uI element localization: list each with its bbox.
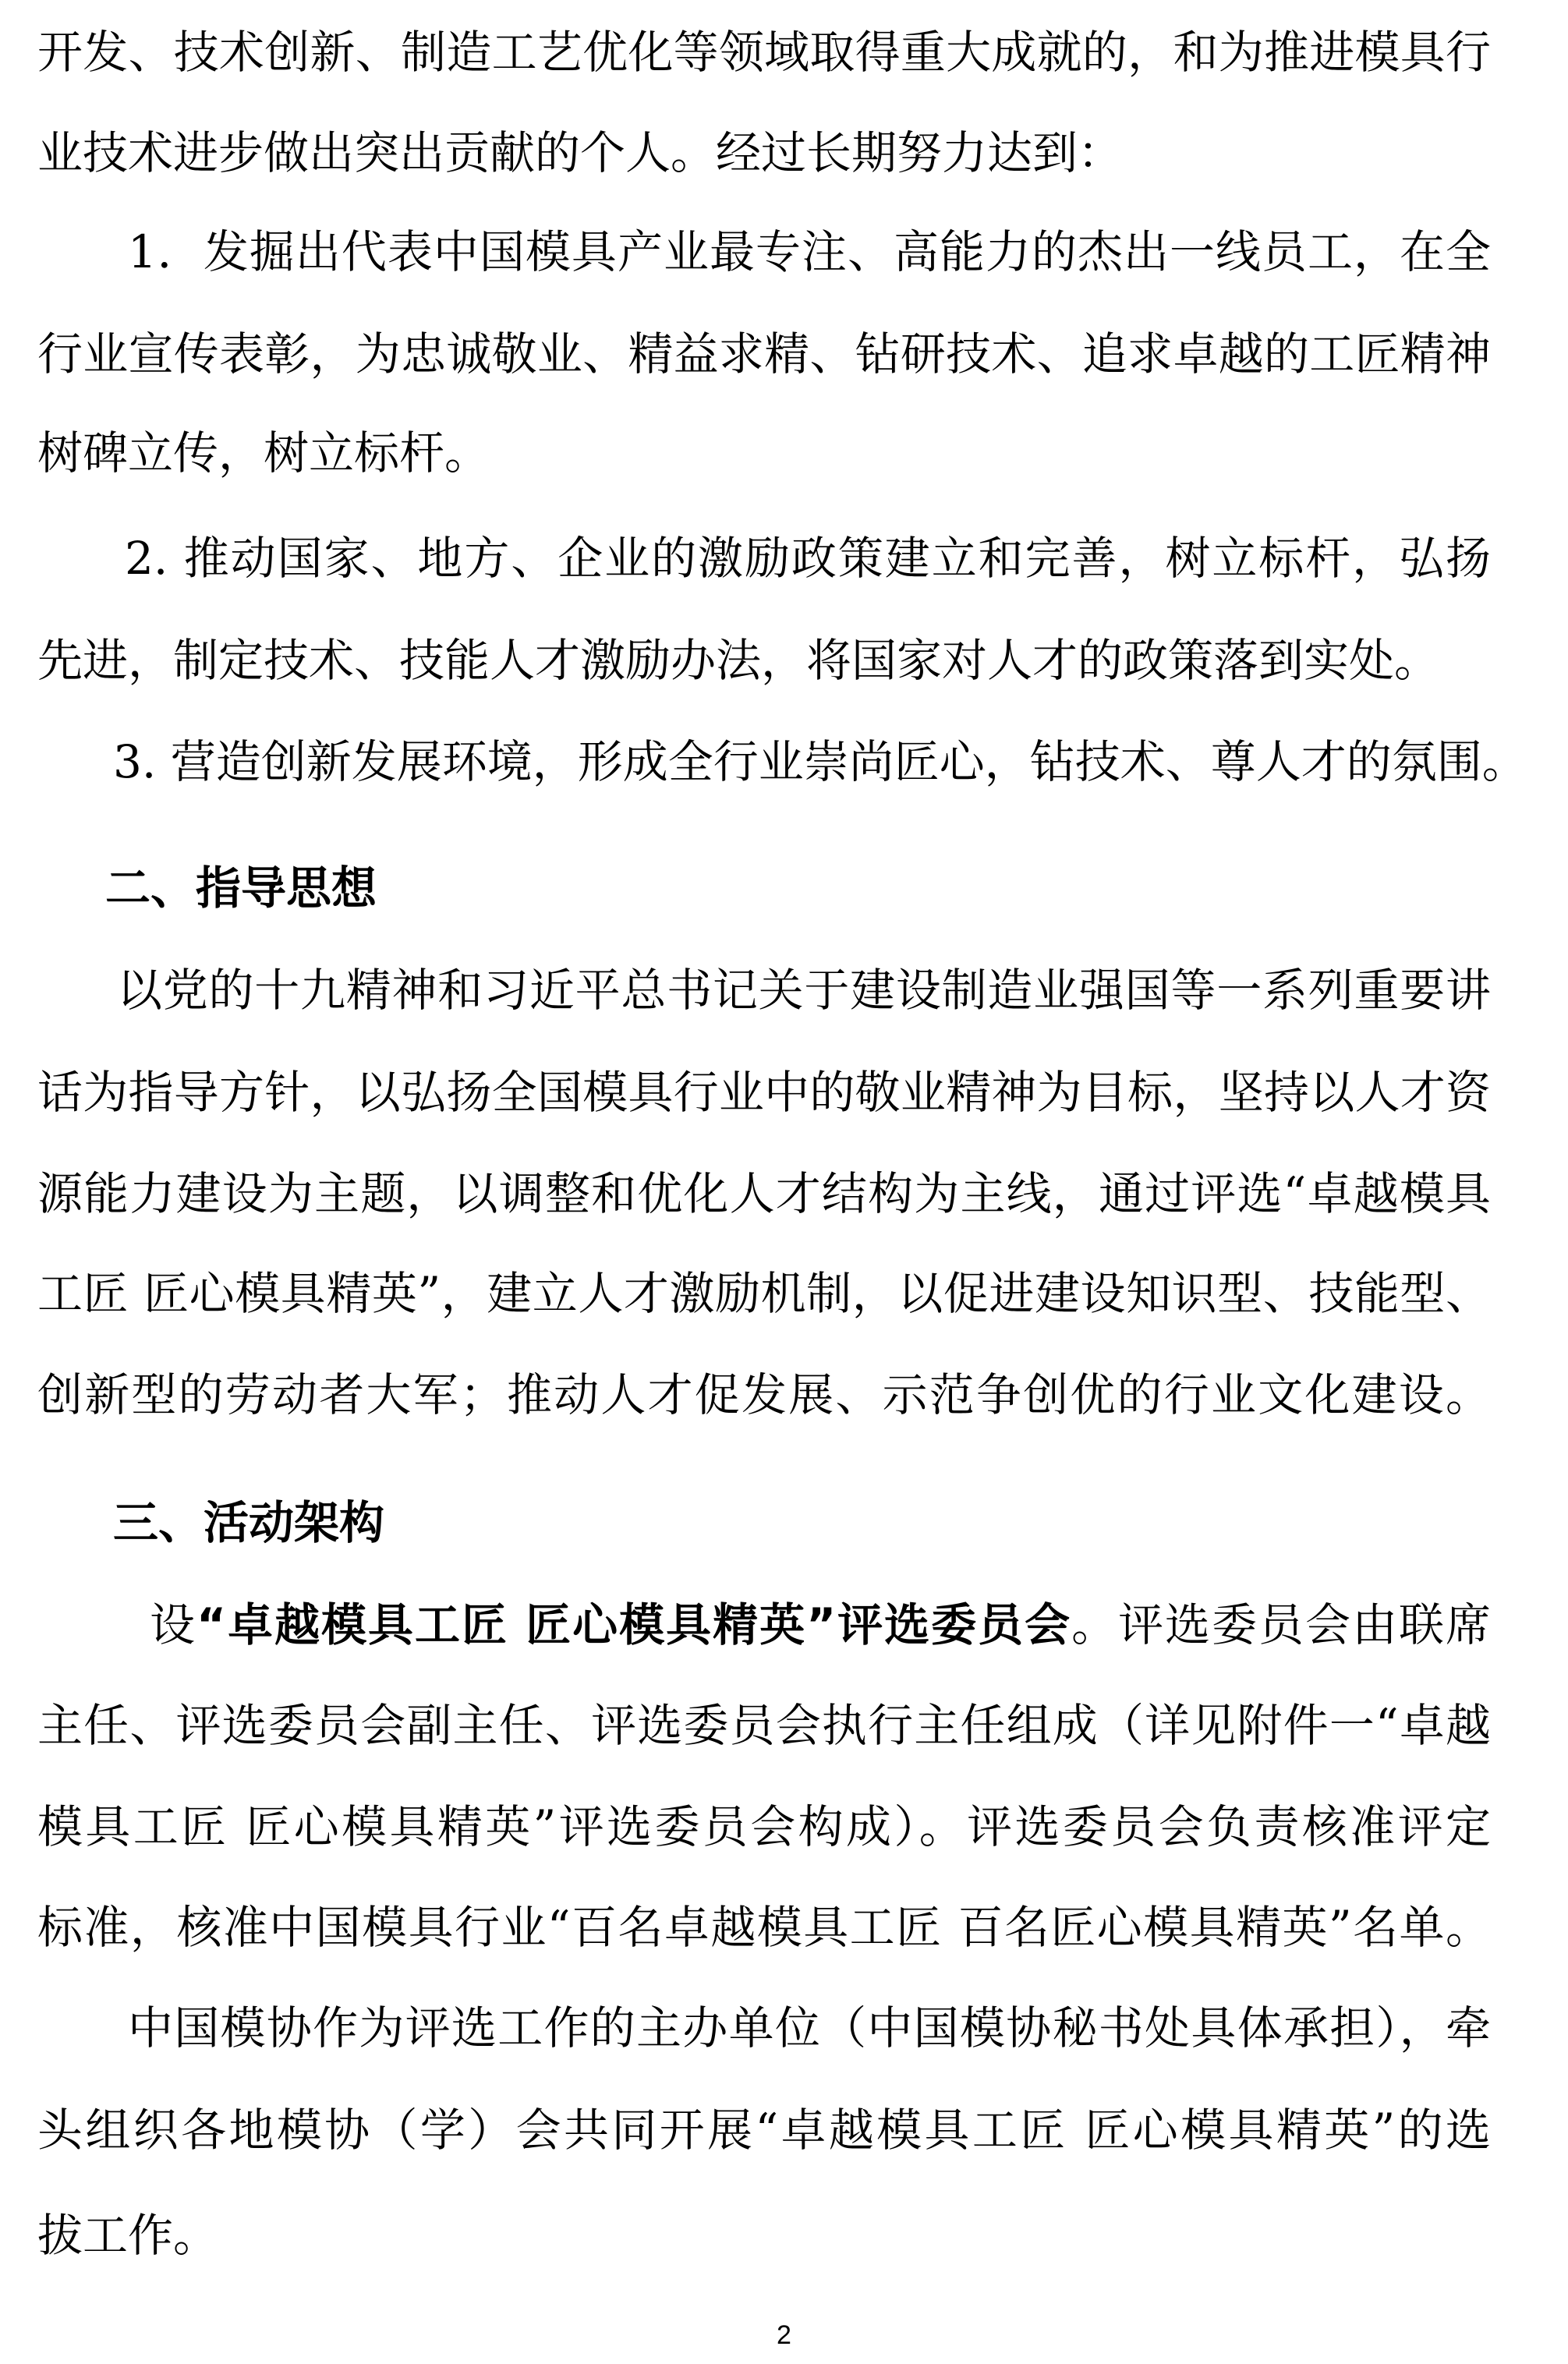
body-line: 业技术进步做出突出贡献的个人。经过长期努力达到： bbox=[37, 126, 1124, 179]
list-item-2: 2. 推动国家、地方、企业的激励政策建立和完善，树立标杆，弘扬 bbox=[125, 532, 1491, 585]
section-heading-activity-structure: 三、活动架构 bbox=[113, 1496, 385, 1549]
committee-line bbox=[150, 1594, 1491, 1656]
body-line: 行业宣传表彰，为忠诚敬业、精益求精、钻研技术、追求卓越的工匠精神 bbox=[37, 327, 1491, 380]
body-line: 头组织各地模协（学）会共同开展“卓越模具工匠 匠心模具精英”的选 bbox=[37, 2104, 1491, 2157]
list-item-3: 3. 营造创新发展环境，形成全行业崇尚匠心，钻技术、尊人才的氛围。 bbox=[113, 735, 1527, 788]
committee-suffix: 。评选委员会由联席 bbox=[1071, 1598, 1491, 1651]
body-line: 主任、评选委员会副主任、评选委员会执行主任组成（详见附件一“卓越 bbox=[37, 1699, 1491, 1752]
body-line: 工匠 匠心模具精英”，建立人才激励机制，以促进建设知识型、技能型、 bbox=[37, 1267, 1491, 1320]
body-line: 开发、技术创新、制造工艺优化等领域取得重大成就的，和为推进模具行 bbox=[37, 26, 1491, 79]
section-heading-guiding-ideology: 二、指导思想 bbox=[105, 862, 377, 915]
body-line: 模具工匠 匠心模具精英”评选委员会构成）。评选委员会负责核准评定 bbox=[37, 1800, 1491, 1853]
body-line: 以党的十九精神和习近平总书记关于建设制造业强国等一系列重要讲 bbox=[117, 964, 1491, 1017]
body-line: 拔工作。 bbox=[37, 2209, 219, 2262]
body-line: 话为指导方针，以弘扬全国模具行业中的敬业精神为目标，坚持以人才资 bbox=[37, 1066, 1491, 1119]
body-line: 树碑立传，树立标杆。 bbox=[37, 426, 490, 480]
body-line: 标准，核准中国模具行业“百名卓越模具工匠 百名匠心模具精英”名单。 bbox=[37, 1901, 1491, 1954]
body-line: 源能力建设为主题，以调整和优化人才结构为主线，通过评选“卓越模具 bbox=[37, 1167, 1491, 1220]
body-line: 中国模协作为评选工作的主办单位（中国模协秘书处具体承担），牵 bbox=[128, 2001, 1491, 2054]
body-line: 创新型的劳动者大军；推动人才促发展、示范争创优的行业文化建设。 bbox=[37, 1368, 1491, 1421]
committee-prefix: 设 bbox=[150, 1598, 196, 1651]
page-number: 2 bbox=[777, 2320, 791, 2350]
committee-name-bold: “卓越模具工匠 匠心模具精英”评选委员会 bbox=[196, 1598, 1072, 1651]
body-line: 先进，制定技术、技能人才激励办法，将国家对人才的政策落到实处。 bbox=[37, 634, 1440, 687]
list-item-1: 1．发掘出代表中国模具产业最专注、高能力的杰出一线员工，在全 bbox=[128, 225, 1491, 278]
